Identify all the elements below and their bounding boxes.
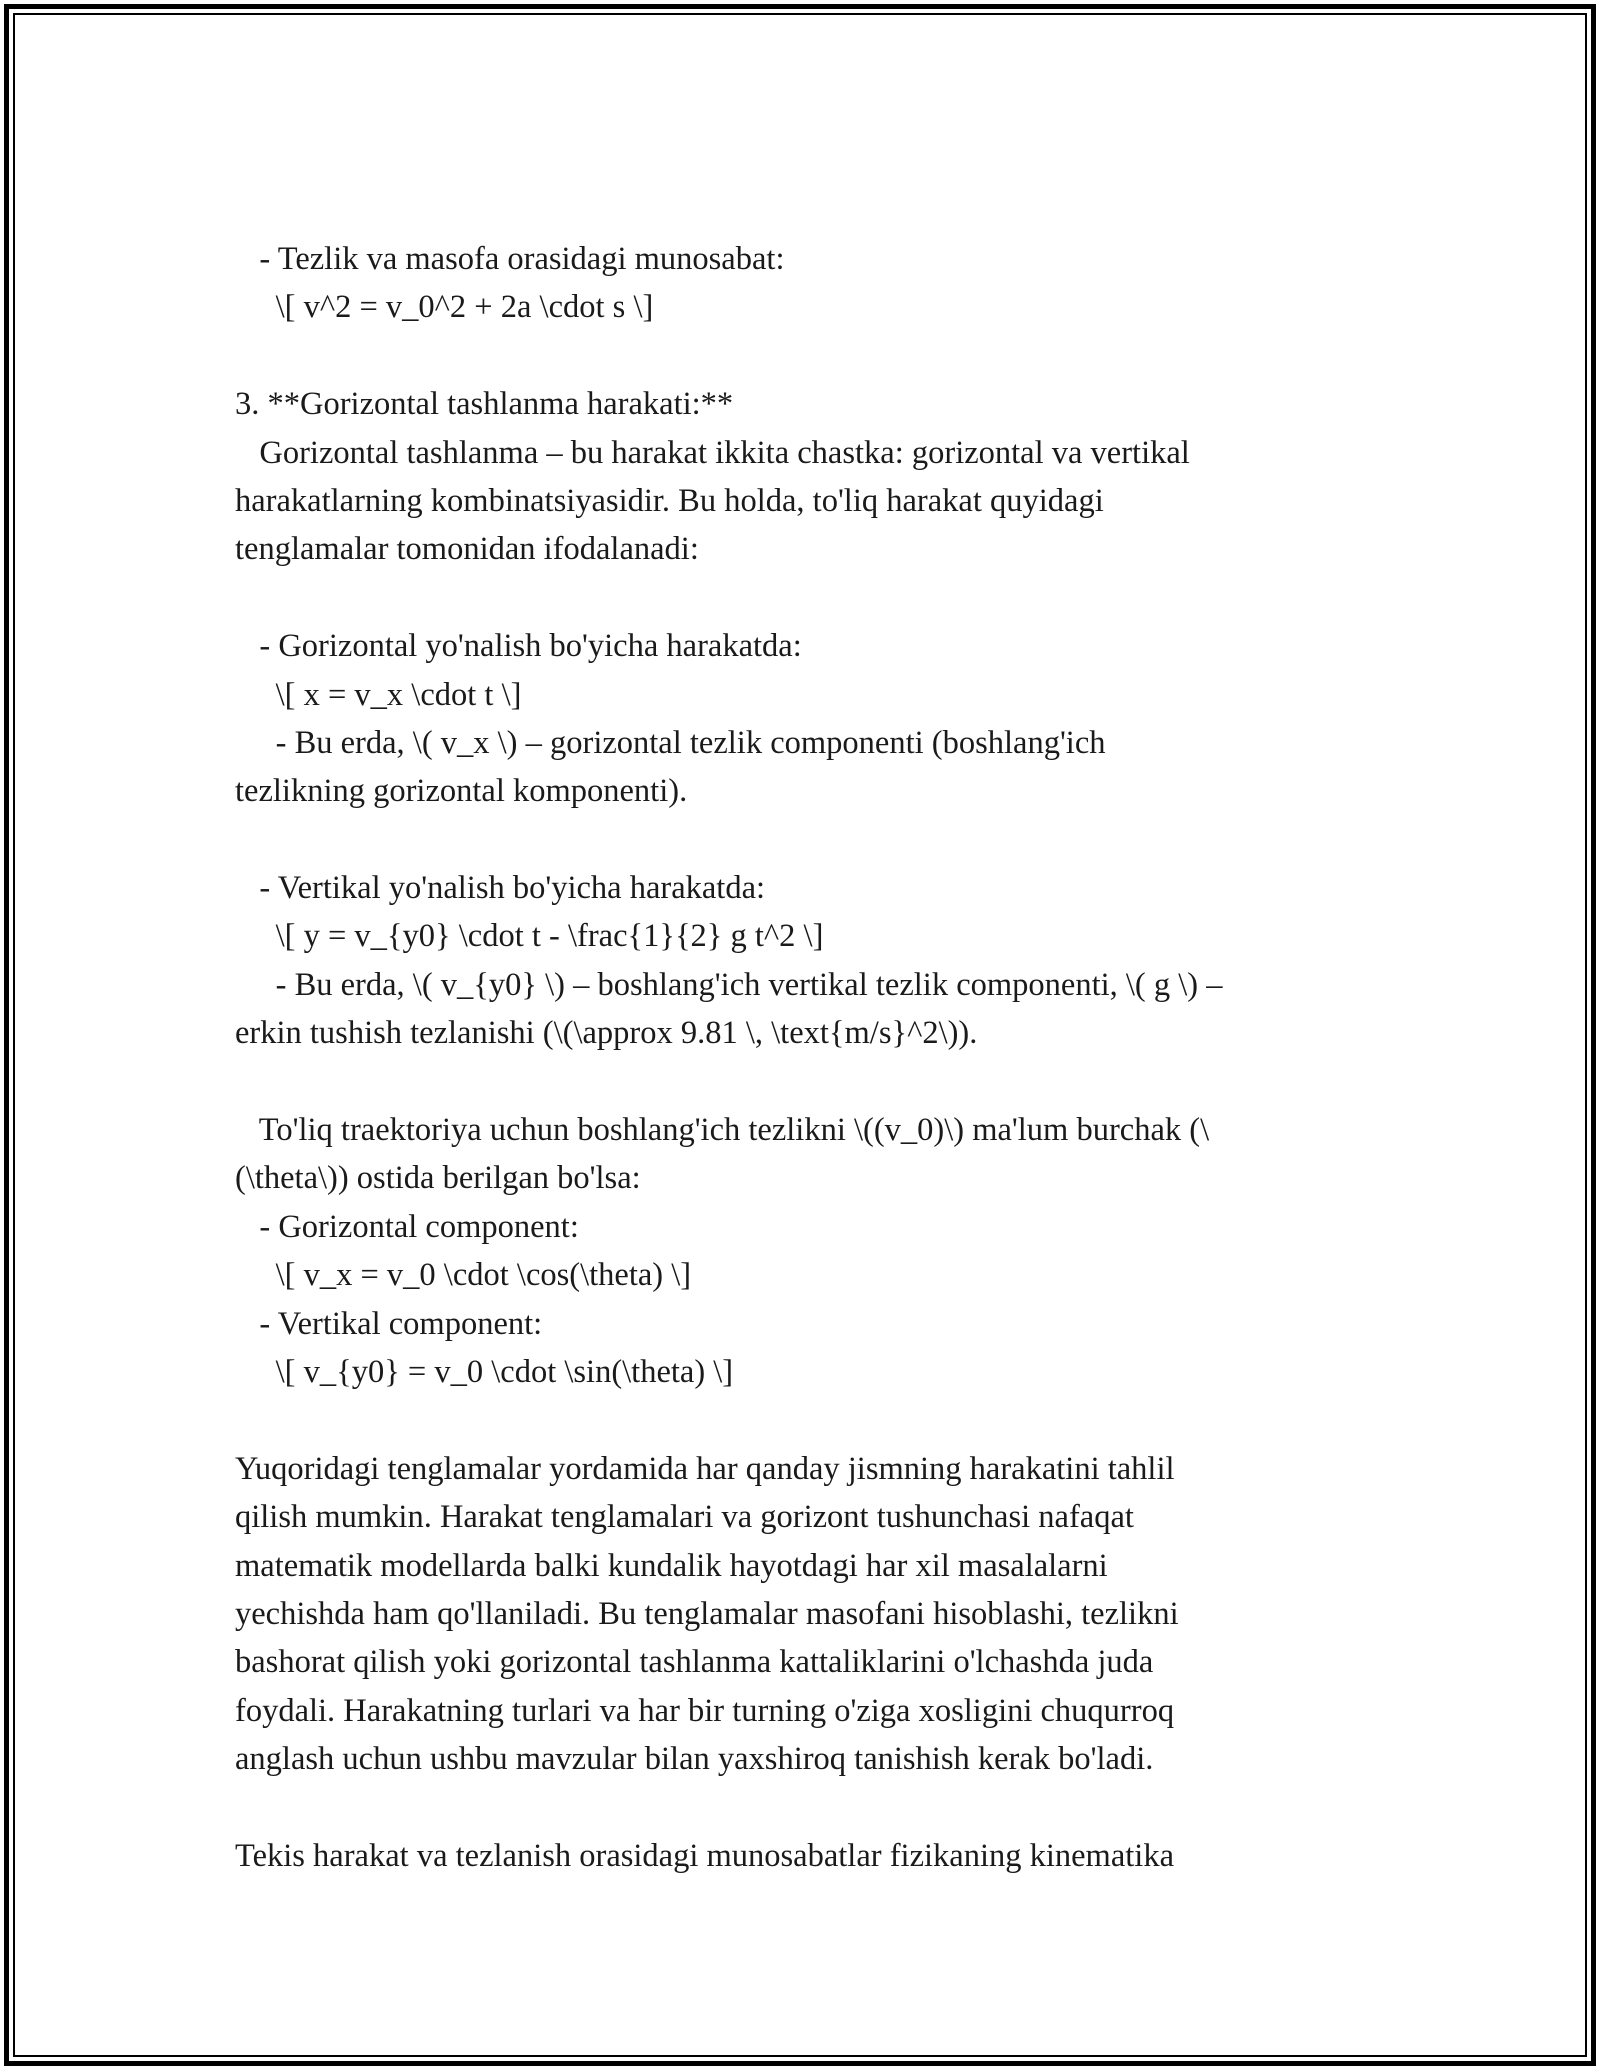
text-line: \[ v^2 = v_0^2 + 2a \cdot s \] — [235, 289, 654, 326]
text-line: tenglamalar tomonidan ifodalanadi: — [235, 531, 699, 568]
text-line: yechishda ham qo'llaniladi. Bu tenglamalar masofani hisoblashi, tezlikni — [235, 1595, 1179, 1632]
text-line: To'liq traektoriya uchun boshlang'ich tezlikni \((v_0)\) ma'lum burchak (\ — [235, 1112, 1210, 1149]
document-body — [235, 235, 1375, 1880]
text-line — [235, 574, 1375, 622]
text-line — [235, 332, 1375, 380]
text-line: foydali. Harakatning turlari va har bir turning o'ziga xosligini chuqurroq — [235, 1692, 1175, 1729]
text-line: anglash uchun ushbu mavzular bilan yaxshiroq tanishish kerak bo'ladi. — [235, 1741, 1154, 1778]
text-line: Gorizontal tashlanma – bu harakat ikkita chastka: gorizontal va vertikal — [235, 434, 1190, 471]
text-line — [235, 816, 1375, 864]
text-line: \[ v_x = v_0 \cdot \cos(\theta) \] — [235, 1257, 692, 1294]
text-line: 3. **Gorizontal tashlanma harakati:** — [235, 386, 734, 423]
text-line: - Gorizontal yo'nalish bo'yicha harakatda: — [235, 628, 802, 665]
text-line: - Vertikal yo'nalish bo'yicha harakatda: — [235, 870, 766, 907]
text-line: - Bu erda, \( v_x \) – gorizontal tezlik componenti (boshlang'ich — [235, 724, 1106, 761]
text-line: - Tezlik va masofa orasidagi munosabat: — [235, 241, 785, 277]
text-line: \[ x = v_x \cdot t \] — [235, 676, 522, 713]
text-line: qilish mumkin. Harakat tenglamalari va gorizont tushunchasi nafaqat — [235, 1499, 1134, 1536]
text-line — [235, 1396, 1375, 1444]
text-line: bashorat qilish yoki gorizontal tashlanma kattaliklarini o'lchashda juda — [235, 1644, 1154, 1681]
text-line: - Gorizontal component: — [235, 1208, 579, 1245]
text-line: (\theta\)) ostida berilgan bo'lsa: — [235, 1160, 641, 1197]
text-line: Yuqoridagi tenglamalar yordamida har qanday jismning harakatini tahlil — [235, 1450, 1175, 1487]
text-line: Tekis harakat va tezlanish orasidagi munosabatlar fizikaning kinematika — [235, 1837, 1174, 1874]
text-line: - Vertikal component: — [235, 1305, 543, 1342]
text-line: erkin tushish tezlanishi (\(\approx 9.81 \, \text{m/s}^2\)). — [235, 1015, 978, 1052]
text-line: matematik modellarda balki kundalik hayotdagi har xil masalalarni — [235, 1547, 1108, 1584]
text-line: harakatlarning kombinatsiyasidir. Bu holda, to'liq harakat quyidagi — [235, 482, 1104, 519]
text-line: \[ y = v_{y0} \cdot t - \frac{1}{2} g t^2 \] — [235, 918, 824, 955]
text-line: tezlikning gorizontal komponenti). — [235, 773, 688, 810]
text-line — [235, 1784, 1375, 1832]
text-line: \[ v_{y0} = v_0 \cdot \sin(\theta) \] — [235, 1353, 734, 1390]
text-line: - Bu erda, \( v_{y0} \) – boshlang'ich vertikal tezlik componenti, \( g \) – — [235, 966, 1223, 1003]
text-line — [235, 1058, 1375, 1106]
